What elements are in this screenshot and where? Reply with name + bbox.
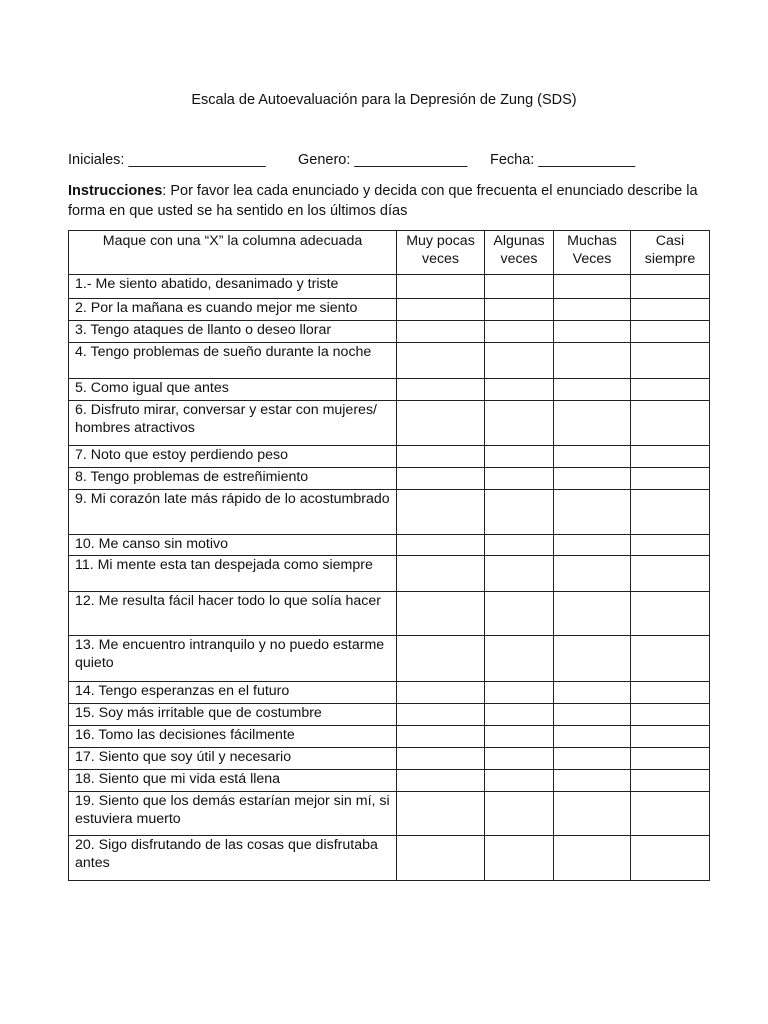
gender-field[interactable]: Genero: ______________ [298,152,468,168]
answer-cell-muchas-veces[interactable] [554,379,631,401]
table-row [69,792,710,836]
table-row [69,726,710,748]
table-row [69,556,710,592]
answer-cell-casi-siempre[interactable] [631,556,710,592]
answer-cell-algunas-veces[interactable] [485,556,554,592]
answer-cell-muy-pocas-veces[interactable] [397,682,485,704]
answer-cell-muy-pocas-veces[interactable] [397,556,485,592]
answer-cell-muchas-veces[interactable] [554,792,631,836]
answer-cell-algunas-veces[interactable] [485,748,554,770]
answer-cell-casi-siempre[interactable] [631,726,710,748]
answer-cell-muy-pocas-veces[interactable] [397,748,485,770]
answer-cell-algunas-veces[interactable] [485,490,554,535]
header-casi-siempre: Casi siempre [631,231,710,275]
answer-cell-algunas-veces[interactable] [485,836,554,881]
answer-cell-casi-siempre[interactable] [631,682,710,704]
answer-cell-muchas-veces[interactable] [554,468,631,490]
answer-cell-algunas-veces[interactable] [485,275,554,299]
initials-field[interactable]: Iniciales: _________________ [68,152,266,168]
answer-cell-algunas-veces[interactable] [485,792,554,836]
question-text: 8. Tengo problemas de estreñimiento [69,468,397,490]
answer-cell-algunas-veces[interactable] [485,299,554,321]
table-row [69,682,710,704]
answer-cell-muchas-veces[interactable] [554,446,631,468]
question-text: 11. Mi mente esta tan despejada como siempre [69,556,397,592]
question-text: 12. Me resulta fácil hacer todo lo que solía hacer [69,592,397,636]
answer-cell-casi-siempre[interactable] [631,343,710,379]
answer-cell-casi-siempre[interactable] [631,321,710,343]
answer-cell-muy-pocas-veces[interactable] [397,592,485,636]
table-row [69,636,710,682]
answer-cell-muchas-veces[interactable] [554,592,631,636]
instructions [68,181,708,221]
question-text: 13. Me encuentro intranquilo y no puedo estarme quieto [69,636,397,682]
answer-cell-muy-pocas-veces[interactable] [397,379,485,401]
answer-cell-muy-pocas-veces[interactable] [397,792,485,836]
answer-cell-muy-pocas-veces[interactable] [397,343,485,379]
answer-cell-muy-pocas-veces[interactable] [397,321,485,343]
answer-cell-algunas-veces[interactable] [485,468,554,490]
table-row [69,299,710,321]
table-row [69,704,710,726]
table-row [69,321,710,343]
answer-cell-muchas-veces[interactable] [554,704,631,726]
question-text: 5. Como igual que antes [69,379,397,401]
header-muy-pocas-veces: Muy pocas veces [397,231,485,275]
answer-cell-muy-pocas-veces[interactable] [397,704,485,726]
table-row [69,379,710,401]
answer-cell-muy-pocas-veces[interactable] [397,770,485,792]
answer-cell-casi-siempre[interactable] [631,401,710,446]
answer-cell-muchas-veces[interactable] [554,275,631,299]
answer-cell-muy-pocas-veces[interactable] [397,535,485,556]
table-row [69,343,710,379]
answer-cell-algunas-veces[interactable] [485,535,554,556]
question-text: 18. Siento que mi vida está llena [69,770,397,792]
answer-cell-muy-pocas-veces[interactable] [397,726,485,748]
answer-cell-casi-siempre[interactable] [631,490,710,535]
table-row [69,535,710,556]
depression-scale-table [68,230,710,881]
answer-cell-casi-siempre[interactable] [631,275,710,299]
answer-cell-casi-siempre[interactable] [631,748,710,770]
answer-cell-muchas-veces[interactable] [554,321,631,343]
table-row [69,275,710,299]
answer-cell-muchas-veces[interactable] [554,836,631,881]
answer-cell-muy-pocas-veces[interactable] [397,490,485,535]
date-field[interactable]: Fecha: ____________ [490,152,636,168]
answer-cell-muchas-veces[interactable] [554,682,631,704]
table-row [69,446,710,468]
answer-cell-muchas-veces[interactable] [554,556,631,592]
table-row [69,490,710,535]
answer-cell-algunas-veces[interactable] [485,682,554,704]
answer-cell-casi-siempre[interactable] [631,836,710,881]
table-row [69,592,710,636]
answer-cell-algunas-veces[interactable] [485,321,554,343]
question-text: 7. Noto que estoy perdiendo peso [69,446,397,468]
question-text: 10. Me canso sin motivo [69,535,397,556]
answer-cell-casi-siempre[interactable] [631,792,710,836]
header-question: Maque con una “X” la columna adecuada [69,231,397,275]
answer-cell-muchas-veces[interactable] [554,726,631,748]
answer-cell-casi-siempre[interactable] [631,299,710,321]
answer-cell-muy-pocas-veces[interactable] [397,836,485,881]
answer-cell-algunas-veces[interactable] [485,704,554,726]
answer-cell-casi-siempre[interactable] [631,636,710,682]
answer-cell-casi-siempre[interactable] [631,446,710,468]
answer-cell-muy-pocas-veces[interactable] [397,275,485,299]
answer-cell-algunas-veces[interactable] [485,726,554,748]
answer-cell-muchas-veces[interactable] [554,748,631,770]
page-title: Escala de Autoevaluación para la Depresión de Zung (SDS) [191,92,577,108]
question-text: 1.- Me siento abatido, desanimado y triste [69,275,397,299]
answer-cell-algunas-veces[interactable] [485,401,554,446]
question-text: 2. Por la mañana es cuando mejor me siento [69,299,397,321]
header-muchas-veces: Muchas Veces [554,231,631,275]
question-text: 17. Siento que soy útil y necesario [69,748,397,770]
instructions-label: Instrucciones [68,183,163,199]
table-row [69,770,710,792]
answer-cell-muchas-veces[interactable] [554,490,631,535]
answer-cell-muy-pocas-veces[interactable] [397,299,485,321]
table-row [69,748,710,770]
question-text: 16. Tomo las decisiones fácilmente [69,726,397,748]
question-text: 9. Mi corazón late más rápido de lo acostumbrado [69,490,397,535]
answer-cell-algunas-veces[interactable] [485,592,554,636]
answer-cell-casi-siempre[interactable] [631,770,710,792]
answer-cell-algunas-veces[interactable] [485,770,554,792]
answer-cell-algunas-veces[interactable] [485,343,554,379]
header-algunas-veces: Algunas veces [485,231,554,275]
table-row [69,468,710,490]
question-text: 20. Sigo disfrutando de las cosas que disfrutaba antes [69,836,397,881]
answer-cell-muy-pocas-veces[interactable] [397,446,485,468]
table-header-row [69,231,710,275]
answer-cell-casi-siempre[interactable] [631,468,710,490]
table-row [69,836,710,881]
answer-cell-casi-siempre[interactable] [631,535,710,556]
answer-cell-muy-pocas-veces[interactable] [397,636,485,682]
answer-cell-muchas-veces[interactable] [554,401,631,446]
answer-cell-muchas-veces[interactable] [554,770,631,792]
answer-cell-casi-siempre[interactable] [631,704,710,726]
answer-cell-muy-pocas-veces[interactable] [397,468,485,490]
answer-cell-algunas-veces[interactable] [485,636,554,682]
question-text: 6. Disfruto mirar, conversar y estar con mujeres/ hombres atractivos [69,401,397,446]
answer-cell-muchas-veces[interactable] [554,343,631,379]
answer-cell-algunas-veces[interactable] [485,446,554,468]
question-text: 3. Tengo ataques de llanto o deseo llorar [69,321,397,343]
answer-cell-muy-pocas-veces[interactable] [397,401,485,446]
question-text: 15. Soy más irritable que de costumbre [69,704,397,726]
answer-cell-algunas-veces[interactable] [485,379,554,401]
answer-cell-casi-siempre[interactable] [631,379,710,401]
answer-cell-muchas-veces[interactable] [554,636,631,682]
instructions-text: : Por favor lea cada enunciado y decida con que frecuenta el enunciado describe la forma en que usted se ha sentido en los últimos días [68,183,698,219]
question-text: 14. Tengo esperanzas en el futuro [69,682,397,704]
answer-cell-muchas-veces[interactable] [554,299,631,321]
answer-cell-casi-siempre[interactable] [631,592,710,636]
answer-cell-muchas-veces[interactable] [554,535,631,556]
table-row [69,401,710,446]
question-text: 19. Siento que los demás estarían mejor sin mí, si estuviera muerto [69,792,397,836]
question-text: 4. Tengo problemas de sueño durante la noche [69,343,397,379]
